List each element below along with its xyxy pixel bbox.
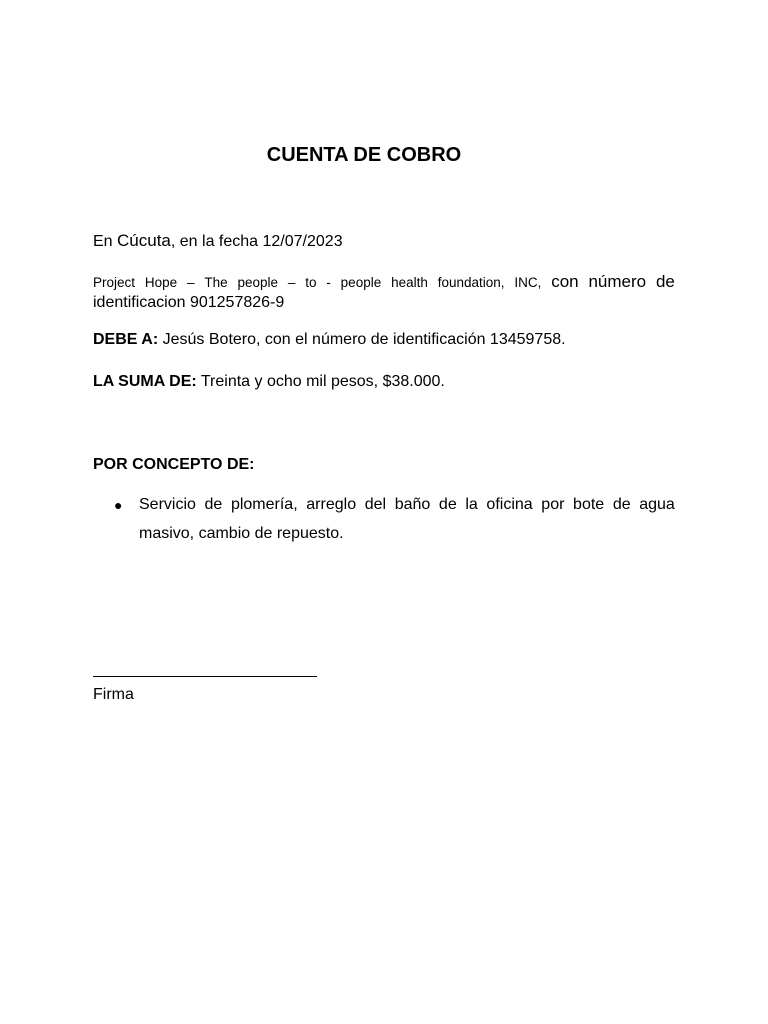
concept-word: bote	[573, 496, 605, 513]
concept-word: plomería,	[230, 496, 298, 513]
payer-word: –	[287, 275, 296, 290]
concept-line-1	[139, 496, 675, 514]
concept-word: la	[465, 496, 478, 513]
payer-word: people	[237, 275, 279, 290]
payer-line	[93, 272, 675, 292]
suma-value: Treinta y ocho mil pesos, $38.000.	[196, 373, 445, 390]
concept-word: por	[541, 496, 565, 513]
concept-word: de	[612, 496, 631, 513]
concept-word: agua	[639, 496, 675, 513]
place-prefix: En	[93, 233, 118, 250]
signature-label: Firma	[93, 686, 134, 703]
signature-line	[93, 676, 317, 677]
payer-word: INC,	[514, 275, 542, 290]
concept-word: baño	[394, 496, 431, 513]
payer-word: -	[326, 275, 331, 290]
payer-word: foundation,	[437, 275, 505, 290]
place-date-line	[93, 231, 675, 252]
debe-label: DEBE A:	[93, 331, 159, 348]
concepto-label: POR CONCEPTO DE:	[93, 456, 255, 473]
concept-word: de	[438, 496, 457, 513]
concept-word: oficina	[486, 496, 533, 513]
bullet-icon: ●	[114, 497, 123, 513]
document-title: CUENTA DE COBRO	[266, 144, 462, 166]
concept-word: arreglo	[306, 496, 357, 513]
payer-id-line: identificacion 901257826-9	[93, 294, 285, 311]
payer-word: con	[551, 272, 579, 291]
payer-word: The	[204, 275, 228, 290]
concept-word: Servicio	[139, 496, 196, 513]
concept-word: de	[204, 496, 223, 513]
debe-line	[93, 330, 675, 350]
payer-word: people	[340, 275, 382, 290]
payer-word: to	[305, 275, 317, 290]
payer-word: Hope	[144, 275, 178, 290]
suma-line	[93, 372, 675, 392]
concept-word: del	[364, 496, 387, 513]
payer-word: –	[187, 275, 195, 290]
payer-word: health	[391, 275, 428, 290]
suma-label: LA SUMA DE:	[93, 373, 197, 390]
payer-word: de	[655, 272, 675, 291]
date-text: , en la fecha 12/07/2023	[170, 233, 343, 250]
payer-word: Project	[93, 275, 136, 290]
concept-line-2: masivo, cambio de repuesto.	[139, 525, 344, 542]
debe-value: Jesús Botero, con el número de identificación 13459758.	[158, 331, 566, 348]
payer-word: número	[588, 272, 647, 291]
place-name: Cúcuta	[117, 231, 171, 250]
